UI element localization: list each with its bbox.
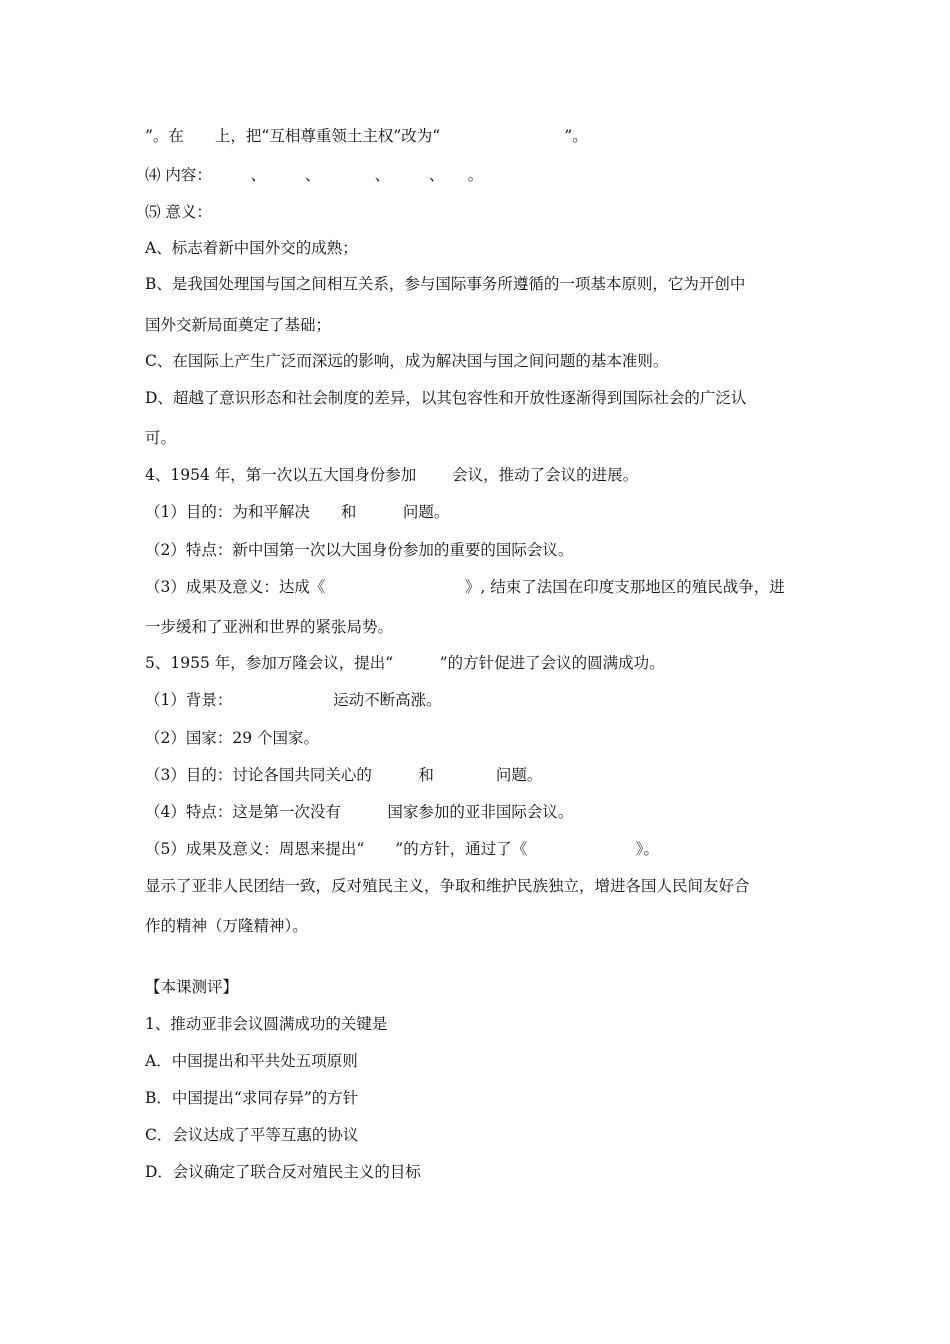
text-line: ⑸ 意义： bbox=[145, 203, 212, 221]
text-line: 作的精神（万隆精神）。 bbox=[145, 917, 308, 935]
text-line: D、超越了意识形态和社会制度的差异，以其包容性和开放性逐渐得到国际社会的广泛认 bbox=[145, 389, 747, 407]
text-line: （4）特点：这是第一次没有 国家参加的亚非国际会议。 bbox=[145, 803, 574, 821]
text-line: A、标志着新中国外交的成熟； bbox=[145, 239, 358, 257]
text-line: 4、1954 年，第一次以五大国身份参加 会议，推动了会议的进展。 bbox=[145, 466, 639, 484]
answer-option: D．会议确定了联合反对殖民主义的目标 bbox=[145, 1163, 421, 1181]
text-line: 可。 bbox=[145, 429, 177, 447]
text-line: （2）国家：29 个国家。 bbox=[145, 729, 320, 747]
text-line: ”。在 上，把“互相尊重领土主权”改为“ ”。 bbox=[145, 127, 588, 145]
text-line: （5）成果及意义：周恩来提出“ ”的方针，通过了《 》。 bbox=[145, 840, 659, 858]
text-line: C、在国际上产生广泛而深远的影响，成为解决国与国之间问题的基本准则。 bbox=[145, 352, 669, 370]
section-heading: 【本课测评】 bbox=[145, 978, 239, 996]
answer-option: B．中国提出“求同存异”的方针 bbox=[145, 1089, 359, 1107]
text-line: （1）目的：为和平解决 和 问题。 bbox=[145, 503, 450, 521]
answer-option: A．中国提出和平共处五项原则 bbox=[145, 1052, 358, 1070]
text-line: （1）背景： 运动不断高涨。 bbox=[145, 691, 442, 709]
question-stem: 1、推动亚非会议圆满成功的关键是 bbox=[145, 1015, 388, 1033]
text-line: （3）目的：讨论各国共同关心的 和 问题。 bbox=[145, 766, 543, 784]
text-line: 国外交新局面奠定了基础； bbox=[145, 316, 332, 334]
text-line: （3）成果及意义：达成《 》, 结束了法国在印度支那地区的殖民战争，进 bbox=[145, 578, 785, 596]
text-line: 显示了亚非人民团结一致，反对殖民主义，争取和维护民族独立，增进各国人民间友好合 bbox=[145, 877, 750, 895]
text-line: ⑷ 内容： 、 、 、 、 。 bbox=[145, 166, 484, 184]
answer-option: C．会议达成了平等互惠的协议 bbox=[145, 1126, 359, 1144]
text-line: 5、1955 年，参加万隆会议，提出“ ”的方针促进了会议的圆满成功。 bbox=[145, 654, 665, 672]
text-line: 一步缓和了亚洲和世界的紧张局势。 bbox=[145, 618, 394, 636]
text-line: B、是我国处理国与国之间相互关系，参与国际事务所遵循的一项基本原则，它为开创中 bbox=[145, 275, 746, 293]
text-line: （2）特点：新中国第一次以大国身份参加的重要的国际会议。 bbox=[145, 541, 574, 559]
